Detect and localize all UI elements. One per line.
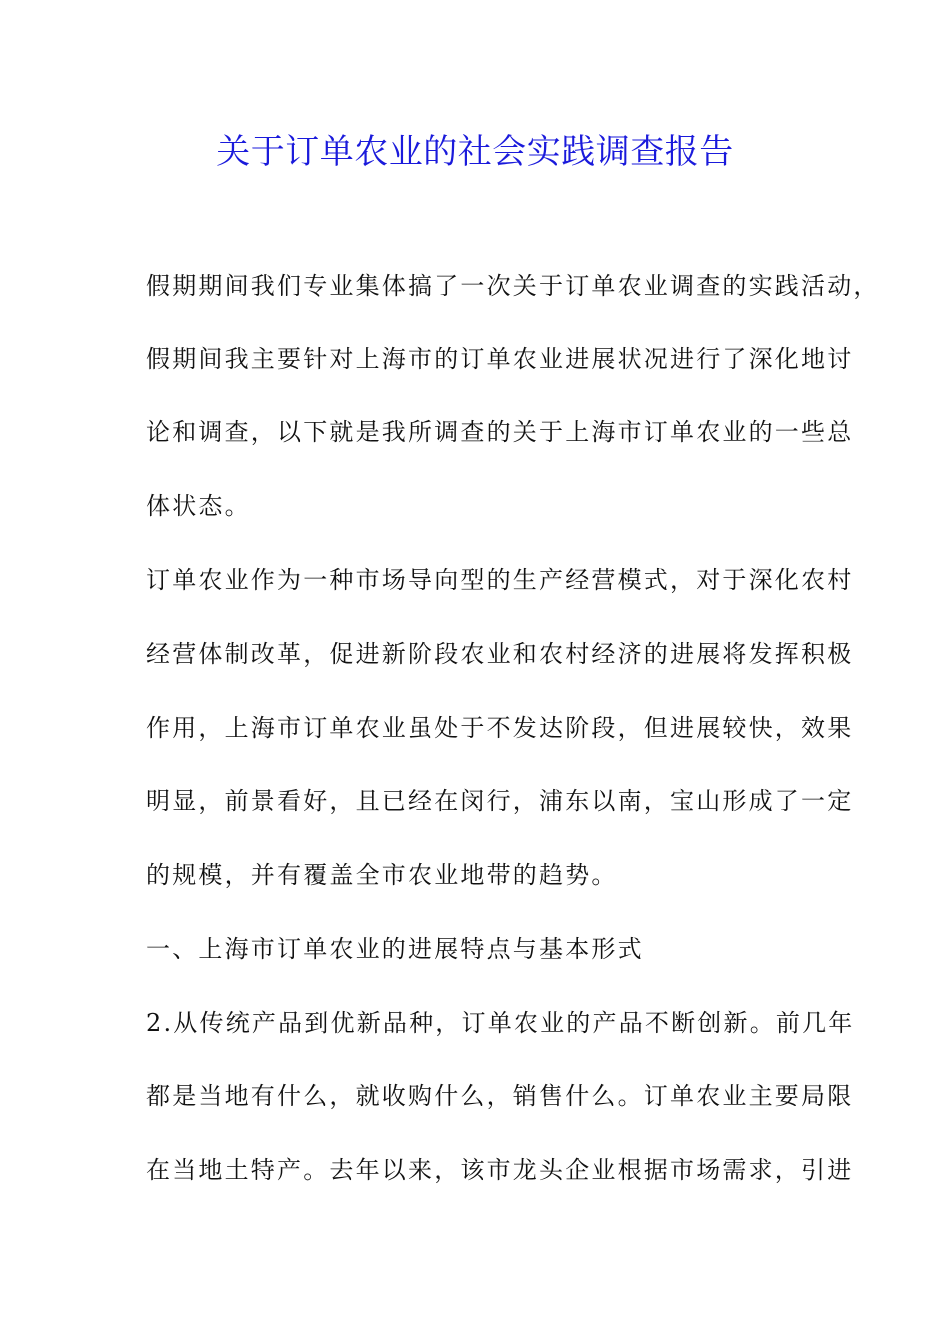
paragraph-line: 订单农业作为一种市场导向型的生产经营模式，对于深化农村 <box>146 566 854 594</box>
paragraph-line: 作用，上海市订单农业虽处于不发达阶段，但进展较快，效果 <box>146 714 854 742</box>
paragraph-line: 2.从传统产品到优新品种，订单农业的产品不断创新。前几年 <box>146 1009 855 1037</box>
paragraph-line: 假期期间我们专业集体搞了一次关于订单农业调查的实践活动， <box>146 272 880 300</box>
paragraph-line: 体状态。 <box>146 492 251 520</box>
paragraph-line: 在当地土特产。去年以来，该市龙头企业根据市场需求，引进 <box>146 1156 854 1184</box>
paragraph-line: 经营体制改革，促进新阶段农业和农村经济的进展将发挥积极 <box>146 640 854 668</box>
paragraph-line: 论和调查，以下就是我所调查的关于上海市订单农业的一些总 <box>146 418 854 446</box>
paragraph-line: 明显，前景看好，且已经在闵行，浦东以南，宝山形成了一定 <box>146 787 854 815</box>
paragraph-line: 假期间我主要针对上海市的订单农业进展状况进行了深化地讨 <box>146 345 854 373</box>
section-heading: 一、上海市订单农业的进展特点与基本形式 <box>146 935 644 963</box>
paragraph-line: 的规模，并有覆盖全市农业地带的趋势。 <box>146 861 618 889</box>
paragraph-line: 都是当地有什么，就收购什么，销售什么。订单农业主要局限 <box>146 1082 854 1110</box>
document-title: 关于订单农业的社会实践调查报告 <box>216 132 734 172</box>
